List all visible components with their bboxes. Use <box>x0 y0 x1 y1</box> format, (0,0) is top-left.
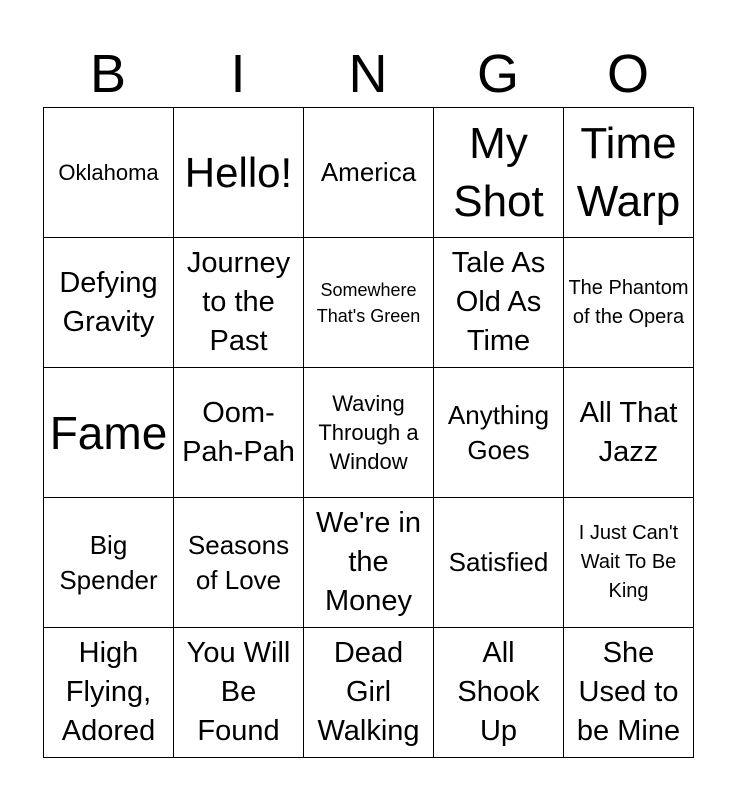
cell-text: Fame <box>49 406 168 459</box>
bingo-cell <box>174 498 304 628</box>
bingo-cell <box>44 238 174 368</box>
bingo-cell <box>174 238 304 368</box>
bingo-header <box>43 40 693 108</box>
header-letter-g: G <box>476 44 519 104</box>
cell-text: Waving Through a Window <box>318 391 419 474</box>
bingo-cell <box>174 368 304 498</box>
header-letter-i: I <box>230 44 246 104</box>
cell-text: Tale As Old As Time <box>451 247 546 357</box>
cell-text: Time Warp <box>576 118 681 226</box>
bingo-cell <box>304 108 434 238</box>
board-row <box>44 238 694 368</box>
cell-text: Dead Girl Walking <box>317 637 420 747</box>
cell-text: My Shot <box>453 118 544 226</box>
bingo-cell <box>304 368 434 498</box>
cell-text: All That Jazz <box>579 396 678 468</box>
cell-text: Somewhere That's Green <box>316 279 421 326</box>
cell-text: Oom-Pah-Pah <box>182 396 295 468</box>
bingo-cell <box>564 108 694 238</box>
header-letter-o: O <box>606 44 649 104</box>
cell-text: Big Spender <box>59 529 158 595</box>
bingo-cell <box>44 628 174 758</box>
cell-text: Seasons of Love <box>187 529 290 595</box>
bingo-cell <box>304 498 434 628</box>
cell-text: You Will Be Found <box>186 637 291 747</box>
header-letter-b: B <box>89 44 127 104</box>
cell-text: She Used to be Mine <box>576 637 681 747</box>
cell-text: Satisfied <box>448 547 549 577</box>
bingo-cell <box>44 108 174 238</box>
cell-text: High Flying, Adored <box>61 637 156 747</box>
board-row <box>44 108 694 238</box>
cell-text: All Shook Up <box>457 637 540 747</box>
cell-text: The Phantom of the Opera <box>568 276 689 328</box>
cell-text: I Just Can't Wait To Be King <box>578 522 679 602</box>
bingo-cell <box>44 368 174 498</box>
cell-text: Hello! <box>184 148 293 196</box>
cell-text: Anything Goes <box>447 399 550 465</box>
bingo-cell <box>564 238 694 368</box>
bingo-cell <box>174 628 304 758</box>
bingo-cell <box>434 238 564 368</box>
cell-text: America <box>320 157 417 187</box>
bingo-cell <box>434 498 564 628</box>
board-row <box>44 368 694 498</box>
cell-text: We're in the Money <box>316 507 421 617</box>
bingo-cell <box>44 498 174 628</box>
bingo-cell <box>174 108 304 238</box>
board-row <box>44 628 694 758</box>
bingo-cell <box>564 368 694 498</box>
header-letter-n: N <box>348 44 388 104</box>
bingo-cell <box>434 108 564 238</box>
board-row <box>44 498 694 628</box>
cell-text: Defying Gravity <box>59 266 158 338</box>
bingo-cell <box>304 238 434 368</box>
bingo-cell <box>434 368 564 498</box>
bingo-cell <box>564 498 694 628</box>
bingo-cell <box>304 628 434 758</box>
cell-text: Oklahoma <box>58 160 159 185</box>
cell-text: Journey to the Past <box>186 247 291 357</box>
bingo-cell <box>434 628 564 758</box>
bingo-cell <box>564 628 694 758</box>
bingo-board <box>43 107 694 758</box>
